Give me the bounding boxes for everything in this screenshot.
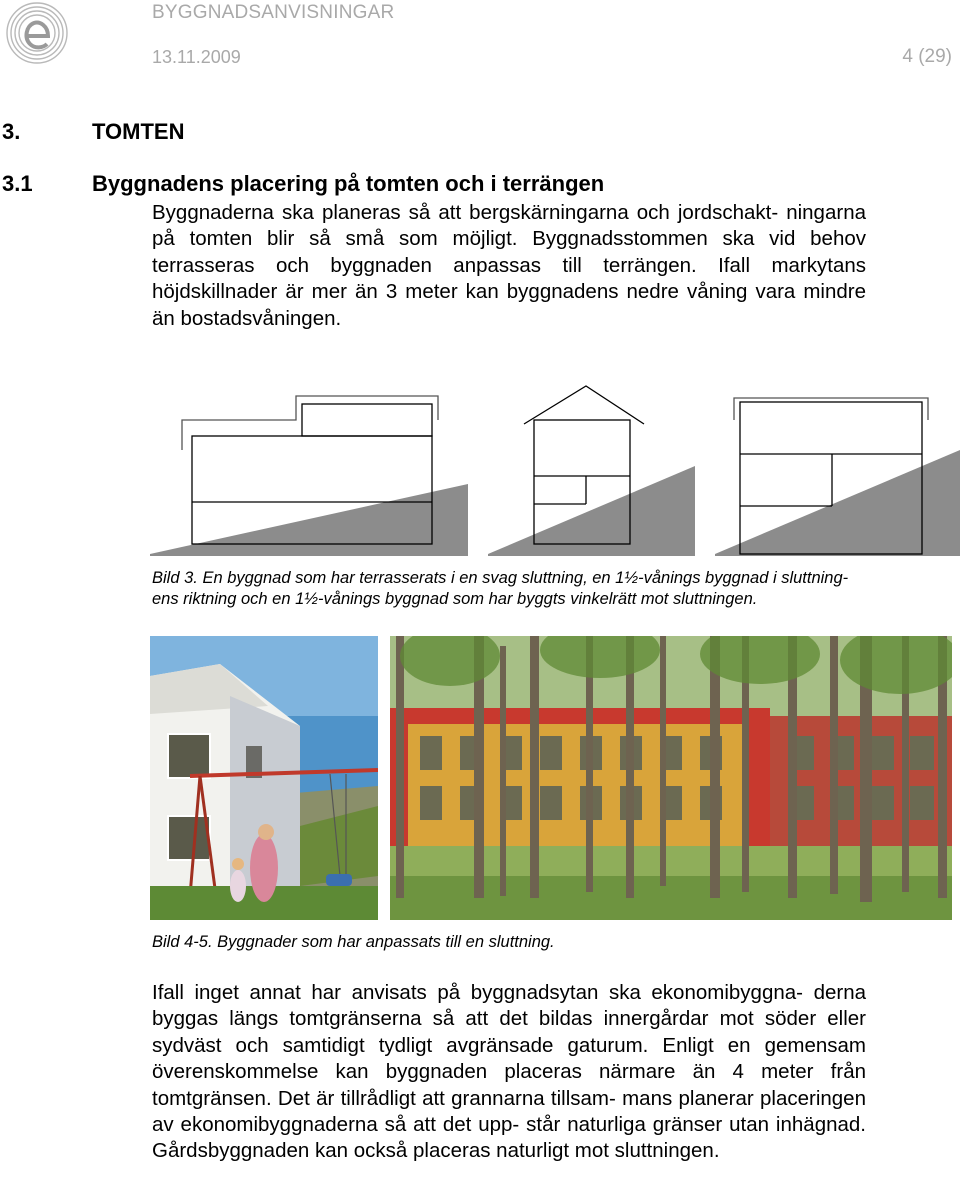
caption-line: ens riktning och en 1½-vånings byggnad som har byggts vinkelrätt mot sluttningen.: [152, 590, 758, 608]
section-title: TOMTEN: [92, 119, 185, 144]
paragraph-line: placeras naturligt mot sluttningen.: [412, 1139, 720, 1163]
subsection-number: 3.1: [2, 171, 33, 196]
perpendicular-building-section: [715, 398, 960, 556]
paragraph-line: ningarna på tomten blir så små som möjligt. Byggnadsstommen ska: [152, 201, 866, 251]
paragraph-line: söder eller sydväst och samtidigt tydligt avgränsade gaturum. Enligt: [152, 1007, 867, 1057]
figure-4-5-caption: Bild 4-5. Byggnader som har anpassats till en sluttning.: [152, 933, 555, 951]
paragraph-line: markytans höjdskillnader är mer än 3 meter kan byggnadens nedre: [152, 253, 866, 304]
subsection-title: Byggnadens placering på tomten och i terrängen: [92, 171, 605, 196]
figure-3-caption: [152, 568, 960, 610]
paragraph-line: än 4 meter från tomtgränsen. Det är tillrådligt att grannarna tillsam-: [152, 1060, 867, 1110]
paragraph-line: en gemensam överenskommelse kan byggnaden placeras närmare: [152, 1033, 866, 1084]
caption-line: Bild 3. En byggnad som har terrasserats i en svag sluttning, en 1½-vånings byggnad i sluttning-: [152, 569, 849, 587]
paragraph-line: står naturliga gränser utan inhägnad. Gårdsbyggnaden kan också: [152, 1113, 866, 1163]
one-and-half-storey-section: [488, 386, 695, 556]
page-number: 4 (29): [902, 46, 952, 67]
paragraph-line: Ifall inget annat har anvisats på byggnadsytan ska ekonomibyggna-: [152, 981, 803, 1004]
document-date: 13.11.2009: [152, 47, 241, 67]
paragraph-line: vid behov terrasseras och byggnaden anpassas till terrängen. Ifall: [152, 227, 867, 277]
slope-building-diagram: [150, 380, 960, 556]
paragraph-line: mans planerar placeringen av ekonomibyggnaderna så att det upp-: [152, 1086, 866, 1137]
house-with-swing-photo: [150, 636, 378, 920]
paragraph-line: Byggnaderna ska planeras så att bergskärningarna och jordschakt-: [152, 201, 779, 224]
logo-icon: [4, 0, 70, 66]
document-title: BYGGNADSANVISNINGAR: [152, 2, 395, 23]
terraced-building-section: [150, 396, 468, 556]
forest-apartment-photo: [390, 636, 952, 920]
section-number: 3.: [2, 119, 21, 144]
paragraph-line: derna byggas längs tomtgränserna så att det bildas innergårdar mot: [152, 981, 866, 1031]
paragraph-1: [152, 200, 866, 332]
paragraph-line: våning vara mindre än bostadsvåningen.: [152, 280, 867, 330]
paragraph-2: [152, 980, 866, 1165]
